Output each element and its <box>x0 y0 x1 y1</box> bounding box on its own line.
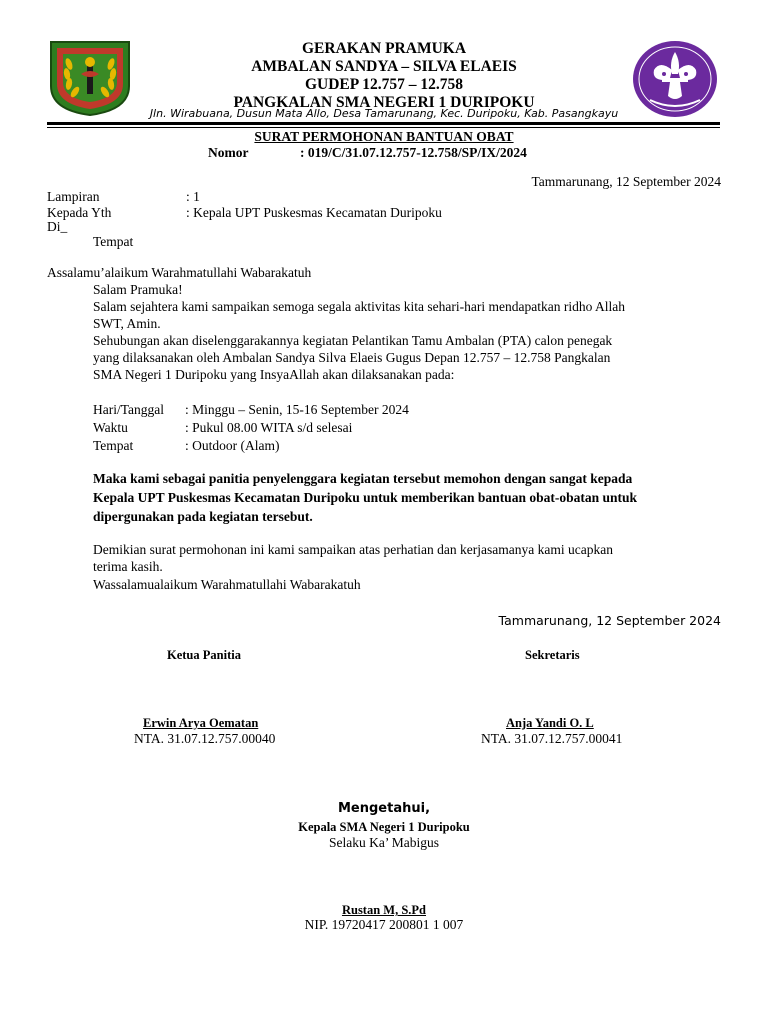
date-bottom: Tammarunang, 12 September 2024 <box>498 613 721 628</box>
left-role: Ketua Panitia <box>167 648 241 662</box>
detail-value-day: : Minggu – Senin, 15-16 September 2024 <box>185 402 409 417</box>
acknowledged-label: Mengetahui, <box>337 801 431 816</box>
right-signatory-id: NTA. 31.07.12.757.00041 <box>481 731 623 746</box>
request-line1: Maka kami sebagai panitia penyelenggara kegiatan tersebut memohon dengan sangat kepada <box>93 471 633 486</box>
right-signatory-name: Anja Yandi O. L <box>506 716 594 730</box>
letterhead-rule-thin <box>47 127 720 128</box>
para2-line1: Sehubungan akan diselenggarakannya kegiatan Pelantikan Tamu Ambalan (PTA) calon penegak <box>93 333 613 348</box>
para1-line1: Salam sejahtera kami sampaikan semoga segala aktivitas kita sehari-hari mendapatkan ridho Allah <box>93 299 625 314</box>
left-signatory-name: Erwin Arya Oematan <box>143 716 259 730</box>
tempat-label: Tempat <box>93 234 134 249</box>
closing-line2: terima kasih. <box>93 559 163 574</box>
letterhead-address: Jln. Wirabuana, Dusun Mata Allo, Desa Tamarunang, Kec. Duripoku, Kab. Pasangkayu <box>149 107 619 120</box>
head-role: Kepala SMA Negeri 1 Duripoku <box>298 820 470 834</box>
right-role: Sekretaris <box>525 648 580 662</box>
number-label: Nomor <box>208 145 249 160</box>
letterhead-org: GERAKAN PRAMUKA <box>301 40 467 57</box>
left-signatory-id: NTA. 31.07.12.757.00040 <box>134 731 276 746</box>
request-line3: dipergunakan pada kegiatan tersebut. <box>93 509 313 524</box>
salam-pramuka: Salam Pramuka! <box>93 282 183 297</box>
detail-value-place: : Outdoor (Alam) <box>185 438 280 453</box>
letterhead-pangkalan: PANGKALAN SMA NEGERI 1 DURIPOKU <box>233 94 535 111</box>
letter-title: SURAT PERMOHONAN BANTUAN OBAT <box>254 129 514 144</box>
date-top: Tammarunang, 12 September 2024 <box>531 174 721 189</box>
kepada-label: Kepada Yth <box>47 205 112 220</box>
kepada-value: : Kepala UPT Puskesmas Kecamatan Duripoku <box>186 205 442 220</box>
head-subrole: Selaku Ka’ Mabigus <box>329 835 439 850</box>
detail-label-time: Waktu <box>93 420 128 435</box>
letterhead-rule-thick <box>47 122 720 125</box>
farewell: Wassalamualaikum Warahmatullahi Wabarakatuh <box>93 577 361 592</box>
closing-line1: Demikian surat permohonan ini kami sampaikan atas perhatian dan kerjasamanya kami ucapkan <box>93 542 613 557</box>
para2-line2: yang dilaksanakan oleh Ambalan Sandya Silva Elaeis Gugus Depan 12.757 – 12.758 Pangkalan <box>93 350 611 365</box>
detail-label-day: Hari/Tanggal <box>93 402 165 417</box>
lampiran-value: : 1 <box>186 189 200 204</box>
head-signatory-id: NIP. 19720417 200801 1 007 <box>304 917 464 932</box>
detail-value-time: : Pukul 08.00 WITA s/d selesai <box>185 420 353 435</box>
letterhead-ambalan: AMBALAN SANDYA – SILVA ELAEIS <box>251 58 517 75</box>
lampiran-label: Lampiran <box>47 189 100 204</box>
letterhead-gudep: GUDEP 12.757 – 12.758 <box>304 76 464 93</box>
request-line2: Kepala UPT Puskesmas Kecamatan Duripoku untuk memberikan bantuan obat-obatan untuk <box>93 490 637 505</box>
para1-line2: SWT, Amin. <box>93 316 161 331</box>
para2-line3: SMA Negeri 1 Duripoku yang InsyaAllah akan dilaksanakan pada: <box>93 367 455 382</box>
number-value: : 019/C/31.07.12.757-12.758/SP/IX/2024 <box>300 145 527 160</box>
greeting: Assalamu’alaikum Warahmatullahi Wabarakatuh <box>47 265 312 280</box>
detail-label-place: Tempat <box>93 438 134 453</box>
head-signatory-name: Rustan M, S.Pd <box>341 903 427 917</box>
di-label: Di_ <box>47 219 68 234</box>
